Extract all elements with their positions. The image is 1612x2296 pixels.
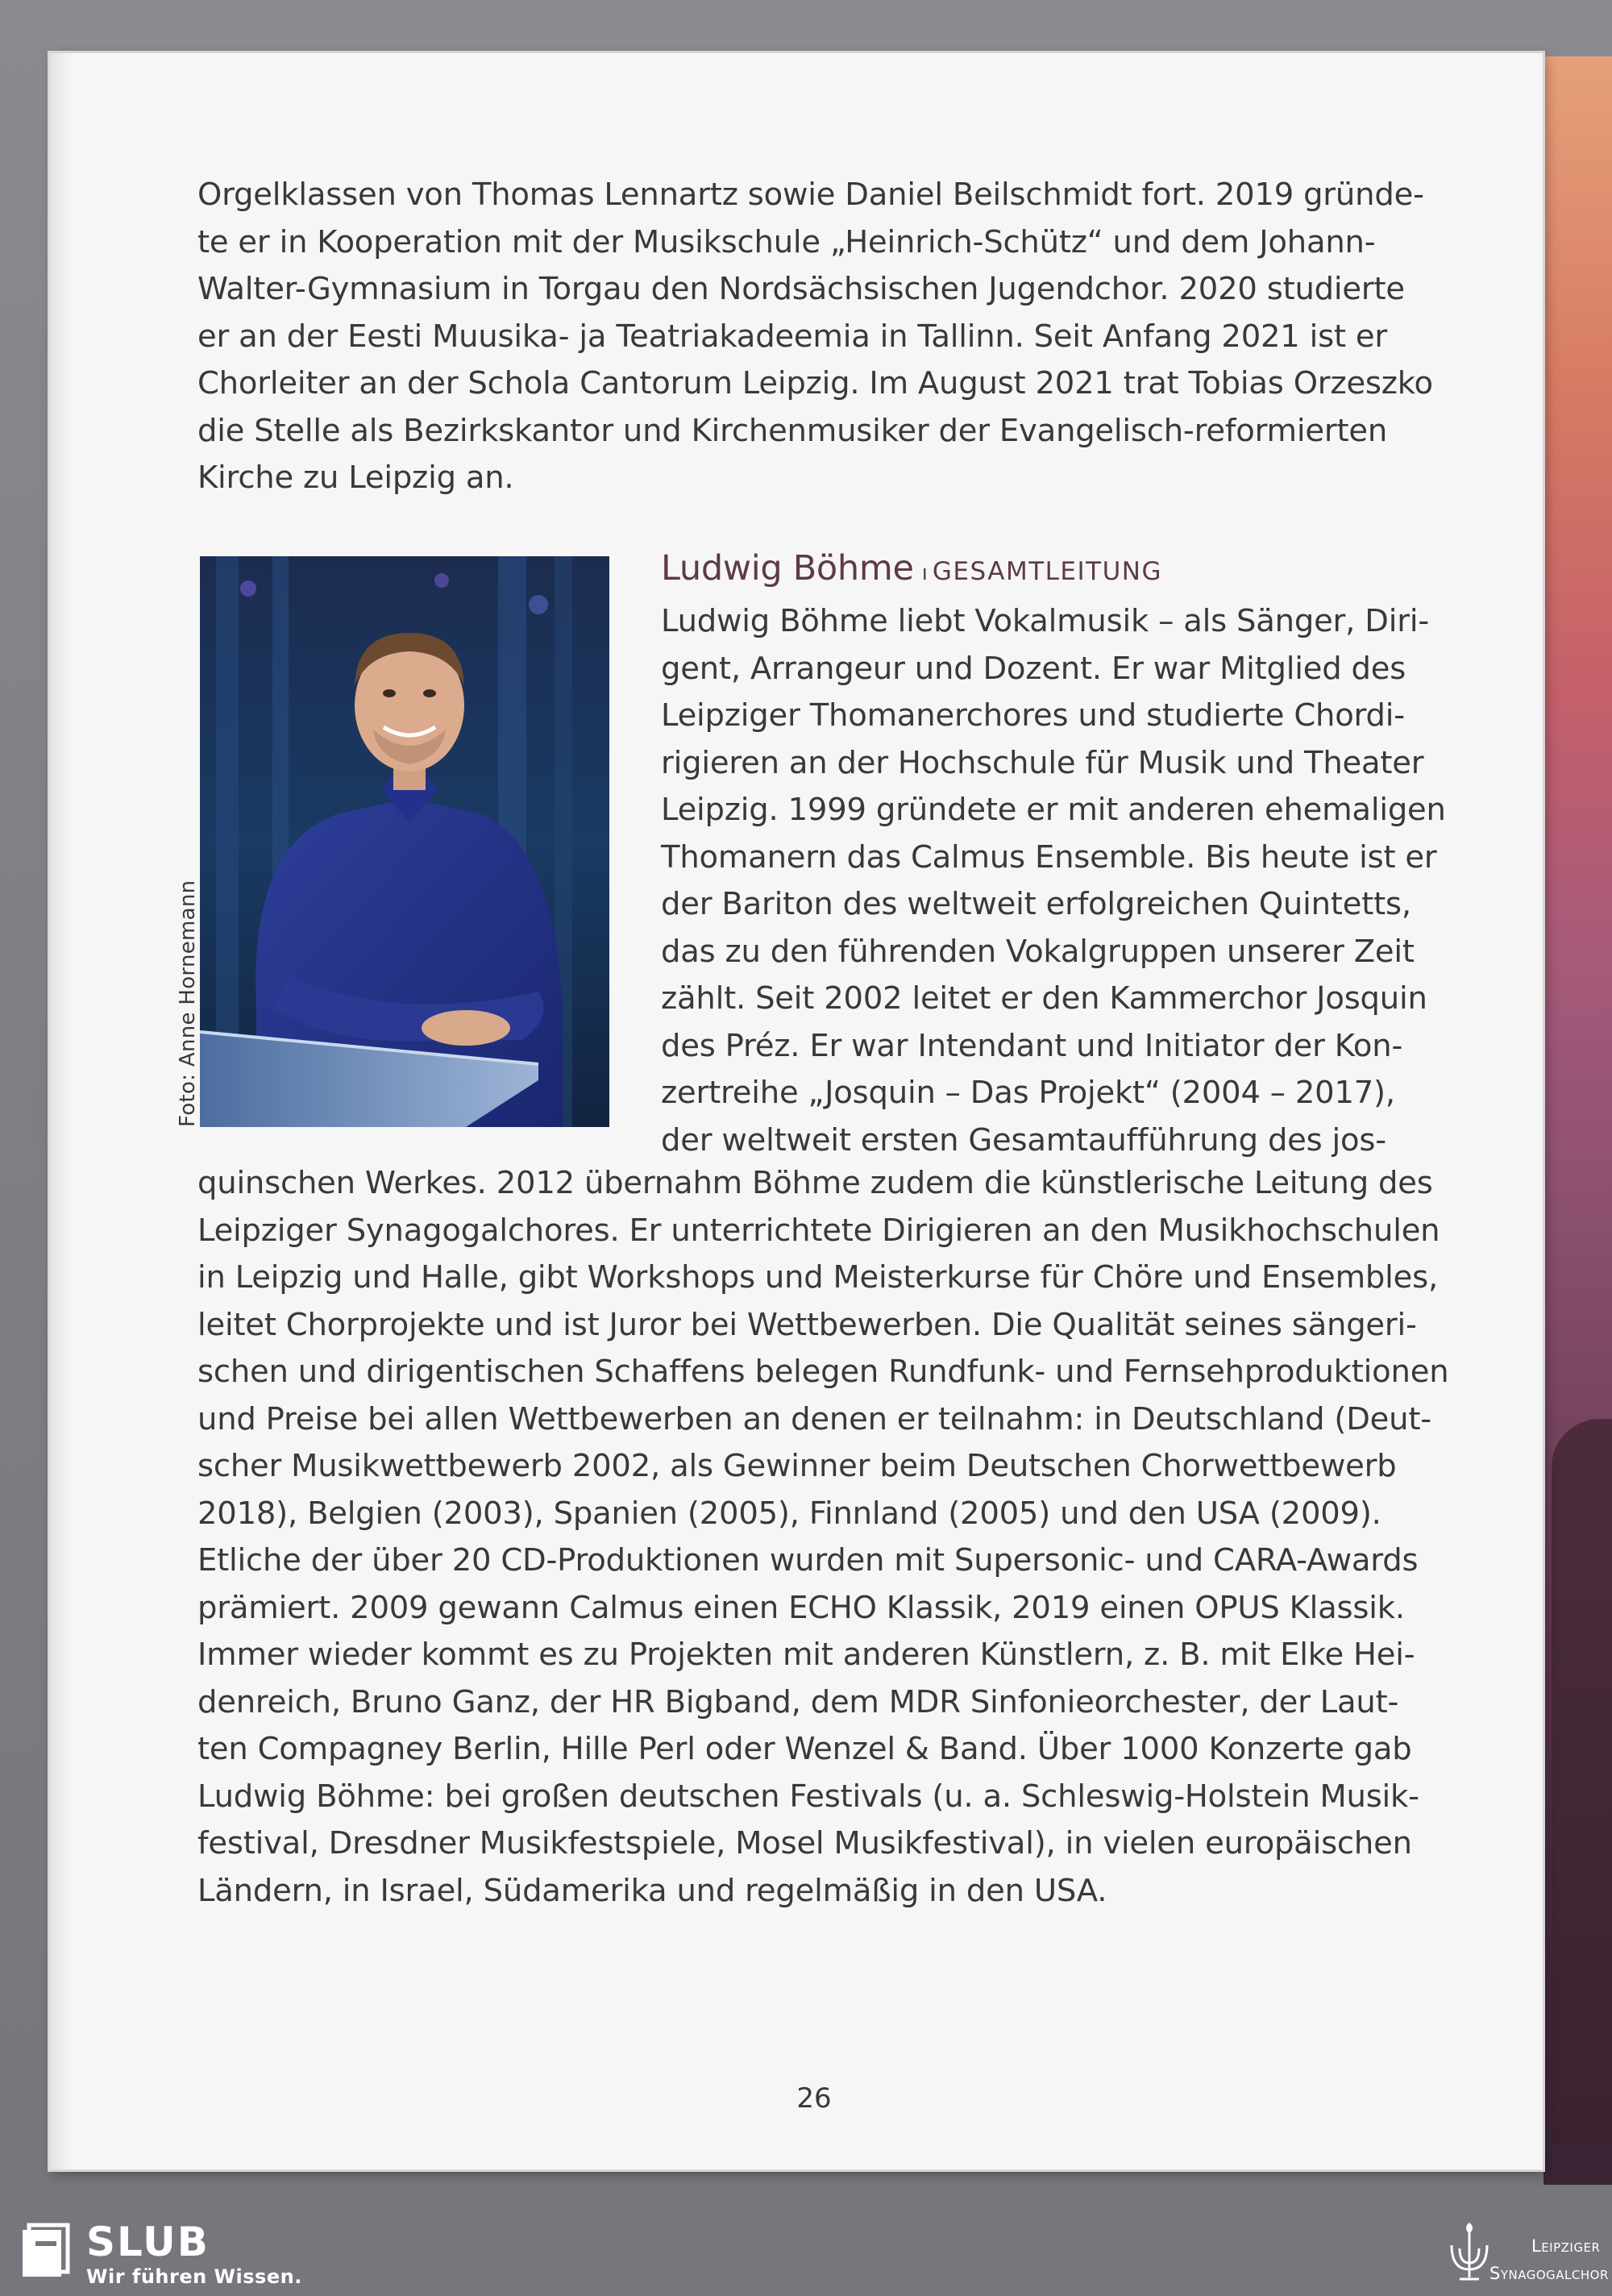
bio-paragraph-full-width	[197, 1160, 1448, 1915]
text-line: Ludwig Böhme: bei großen deutschen Festivals (u. a. Schleswig-Holstein Musik-	[197, 1778, 1419, 1815]
text-line: Leipzig. 1999 gründete er mit anderen ehemaligen	[661, 792, 1446, 828]
heading-separator: ı	[921, 561, 928, 585]
text-line: er an der Eesti Muusika- ja Teatriakadeemia in Tallinn. Seit Anfang 2021 ist er	[197, 318, 1388, 355]
bio-role: GESAMTLEITUNG	[932, 557, 1162, 586]
intro-paragraph	[197, 172, 1443, 502]
text-line: Etliche der über 20 CD-Produktionen wurden mit Supersonic- und CARA-Awards	[197, 1542, 1419, 1578]
portrait-photo	[200, 556, 609, 1127]
text-line: Chorleiter an der Schola Cantorum Leipzig. Im August 2021 trat Tobias Orzeszko	[197, 365, 1433, 401]
collection-name-line2: Synagogalchor	[1489, 2264, 1609, 2283]
text-line: scher Musikwettbewerb 2002, als Gewinner beim Deutschen Chorwettbewerb	[197, 1448, 1397, 1484]
bio-paragraph-beside-photo	[661, 598, 1446, 1164]
text-line: ten Compagney Berlin, Hille Perl oder Wenzel & Band. Über 1000 Konzerte gab	[197, 1731, 1412, 1767]
text-line: Orgelklassen von Thomas Lennartz sowie Daniel Beilschmidt fort. 2019 gründe-	[197, 177, 1424, 213]
slub-book-icon[interactable]	[18, 2222, 74, 2281]
text-line: denreich, Bruno Ganz, der HR Bigband, dem MDR Sinfonieorchester, der Laut-	[197, 1683, 1399, 1720]
collection-name-line1: Leipziger	[1531, 2236, 1601, 2256]
text-line: festival, Dresdner Musikfestspiele, Mosel Musikfestival), in vielen europäischen	[197, 1825, 1412, 1861]
text-line: quinschen Werkes. 2012 übernahm Böhme zudem die künstlerische Leitung des	[197, 1165, 1433, 1201]
text-line: das zu den führenden Vokalgruppen unserer Zeit	[661, 933, 1415, 970]
text-line: Walter-Gymnasium in Torgau den Nordsächsischen Jugendchor. 2020 studierte	[197, 271, 1405, 307]
text-line: Leipziger Synagogalchores. Er unterrichtete Dirigieren an den Musikhochschulen	[197, 1212, 1440, 1249]
text-line: te er in Kooperation mit der Musikschule „Heinrich-Schütz“ und dem Johann-	[197, 223, 1376, 260]
library-tagline: Wir führen Wissen.	[86, 2265, 302, 2288]
text-line: des Préz. Er war Intendant und Initiator der Kon-	[661, 1027, 1403, 1064]
text-line: schen und dirigentischen Schaffens belegen Rundfunk- und Fernsehproduktionen	[197, 1354, 1449, 1390]
text-line: zählt. Seit 2002 leitet er den Kammerchor Josquin	[661, 980, 1427, 1017]
portrait-illustration	[200, 556, 609, 1127]
library-name[interactable]: SLUB	[86, 2219, 210, 2265]
text-line: Ländern, in Israel, Südamerika und regelmäßig in den USA.	[197, 1872, 1107, 1909]
text-line: in Leipzig und Halle, gibt Workshops und Meisterkurse für Chöre und Ensembles,	[197, 1259, 1439, 1296]
bio-heading	[661, 548, 1162, 589]
text-line: der weltweit ersten Gesamtaufführung des jos-	[661, 1121, 1386, 1158]
text-line: leitet Chorprojekte und ist Juror bei Wettbewerben. Die Qualität seines sängeri-	[197, 1306, 1417, 1343]
text-line: Thomanern das Calmus Ensemble. Bis heute ist er	[661, 838, 1437, 876]
page-number: 26	[796, 2082, 832, 2115]
bio-name: Ludwig Böhme	[661, 548, 914, 589]
text-line: gent, Arrangeur und Dozent. Er war Mitglied des	[661, 650, 1406, 687]
text-line: und Preise bei allen Wettbewerben an denen er teilnahm: in Deutschland (Deut-	[197, 1400, 1431, 1437]
text-line: Immer wieder kommt es zu Projekten mit anderen Künstlern, z. B. mit Elke Hei-	[197, 1637, 1415, 1673]
text-line: der Bariton des weltweit erfolgreichen Quintetts,	[661, 886, 1411, 922]
text-line: zertreihe „Josquin – Das Projekt“ (2004 – 2017),	[661, 1075, 1395, 1111]
text-line: rigieren an der Hochschule für Musik und Theater	[661, 744, 1424, 781]
text-line: prämiert. 2009 gewann Calmus einen ECHO Klassik, 2019 einen OPUS Klassik.	[197, 1589, 1405, 1626]
text-line: Kirche zu Leipzig an.	[197, 460, 514, 496]
menorah-icon[interactable]	[1445, 2221, 1494, 2290]
adjacent-page-photo-detail	[1552, 1419, 1612, 2144]
text-line: die Stelle als Bezirkskantor und Kirchenmusiker der Evangelisch-reformierten	[197, 412, 1388, 449]
text-line: Ludwig Böhme liebt Vokalmusik – als Sänger, Diri-	[661, 603, 1430, 639]
text-line: 2018), Belgien (2003), Spanien (2005), Finnland (2005) und den USA (2009).	[197, 1495, 1381, 1532]
photo-credit: Foto: Anne Hornemann	[176, 880, 200, 1127]
page-gutter-shadow	[50, 53, 73, 2169]
text-line: Leipziger Thomanerchores und studierte Chordi-	[661, 697, 1405, 734]
